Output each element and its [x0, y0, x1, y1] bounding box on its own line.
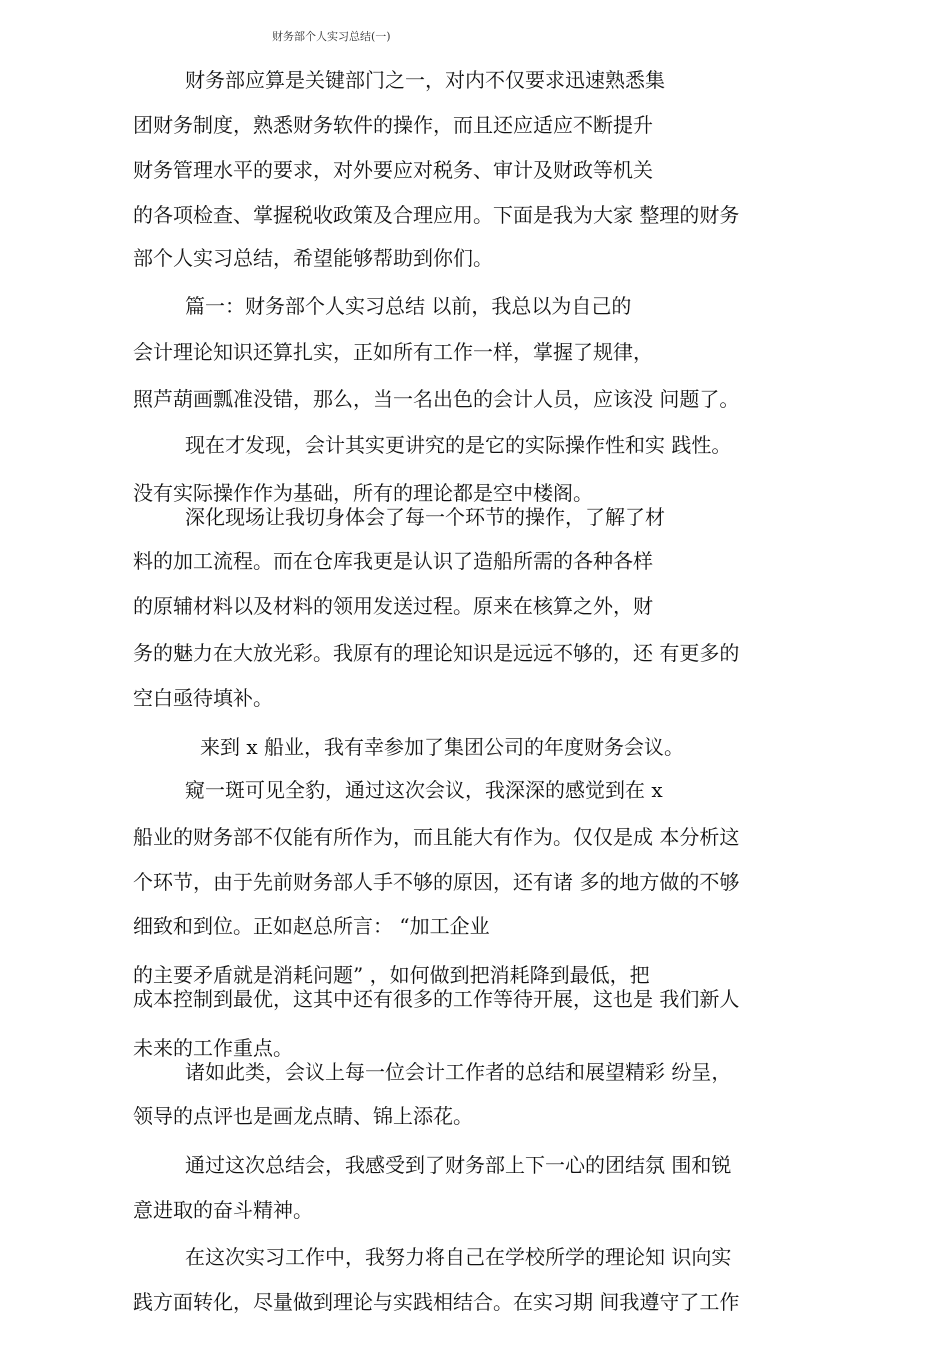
- text-line: 务的魅力在大放光彩。我原有的理论知识是远远不够的，还 有更多的: [133, 641, 740, 665]
- text-line: 通过这次总结会，我感受到了财务部上下一心的团结氛 围和锐: [185, 1153, 732, 1177]
- text-line: 诸如此类，会议上每一位会计工作者的总结和展望精彩 纷呈，: [185, 1060, 732, 1084]
- text-line: 深化现场让我切身体会了每一个环节的操作，了解了材: [185, 505, 665, 529]
- text-line: 空白亟待填补。: [133, 686, 273, 710]
- text-line: 未来的工作重点。: [133, 1036, 293, 1060]
- text-line: 窥一斑可见全豹，通过这次会议，我深深的感觉到在 x: [185, 778, 663, 802]
- text-line: 船业的财务部不仅能有所作为，而且能大有作为。仅仅是成 本分析这: [133, 825, 740, 849]
- text-line: 照芦葫画瓢准没错，那么，当一名出色的会计人员，应该没 问题了。: [133, 387, 740, 411]
- text-line: 部个人实习总结，希望能够帮助到你们。: [133, 246, 493, 270]
- text-line: 现在才发现，会计其实更讲究的是它的实际操作性和实 践性。: [185, 433, 732, 457]
- text-line: 财务部应算是关键部门之一，对内不仅要求迅速熟悉集: [185, 68, 665, 92]
- text-line: 会计理论知识还算扎实，正如所有工作一样，掌握了规律，: [133, 340, 653, 364]
- text-line: 的各项检查、掌握税收政策及合理应用。下面是我为大家 整理的财务: [133, 203, 740, 227]
- text-line: 来到 x 船业，我有幸参加了集团公司的年度财务会议。: [200, 735, 684, 759]
- text-line: 篇一：财务部个人实习总结 以前，我总以为自己的: [185, 294, 632, 318]
- page-header: 财务部个人实习总结(一): [272, 30, 391, 43]
- text-line: 料的加工流程。而在仓库我更是认识了造船所需的各种各样: [133, 549, 653, 573]
- text-line: 财务管理水平的要求，对外要应对税务、审计及财政等机关: [133, 158, 653, 182]
- text-line: 个环节，由于先前财务部人手不够的原因，还有诸 多的地方做的不够: [133, 870, 740, 894]
- text-line: 成本控制到最优，这其中还有很多的工作等待开展，这也是 我们新人: [133, 987, 740, 1011]
- text-line: 的主要矛盾就是消耗问题” ，如何做到把消耗降到最低，把: [133, 963, 650, 987]
- text-line: 的原辅材料以及材料的领用发送过程。原来在核算之外，财: [133, 594, 653, 618]
- text-line: 细致和到位。正如赵总所言： “加工企业: [133, 914, 490, 938]
- text-line: 团财务制度，熟悉财务软件的操作，而且还应适应不断提升: [133, 113, 653, 137]
- text-line: 领导的点评也是画龙点睛、锦上添花。: [133, 1104, 473, 1128]
- text-line: 没有实际操作作为基础，所有的理论都是空中楼阁。: [133, 481, 593, 505]
- text-line: 在这次实习工作中，我努力将自己在学校所学的理论知 识向实: [185, 1245, 732, 1269]
- text-line: 践方面转化，尽量做到理论与实践相结合。在实习期 间我遵守了工作: [133, 1290, 740, 1314]
- text-line: 意进取的奋斗精神。: [133, 1198, 313, 1222]
